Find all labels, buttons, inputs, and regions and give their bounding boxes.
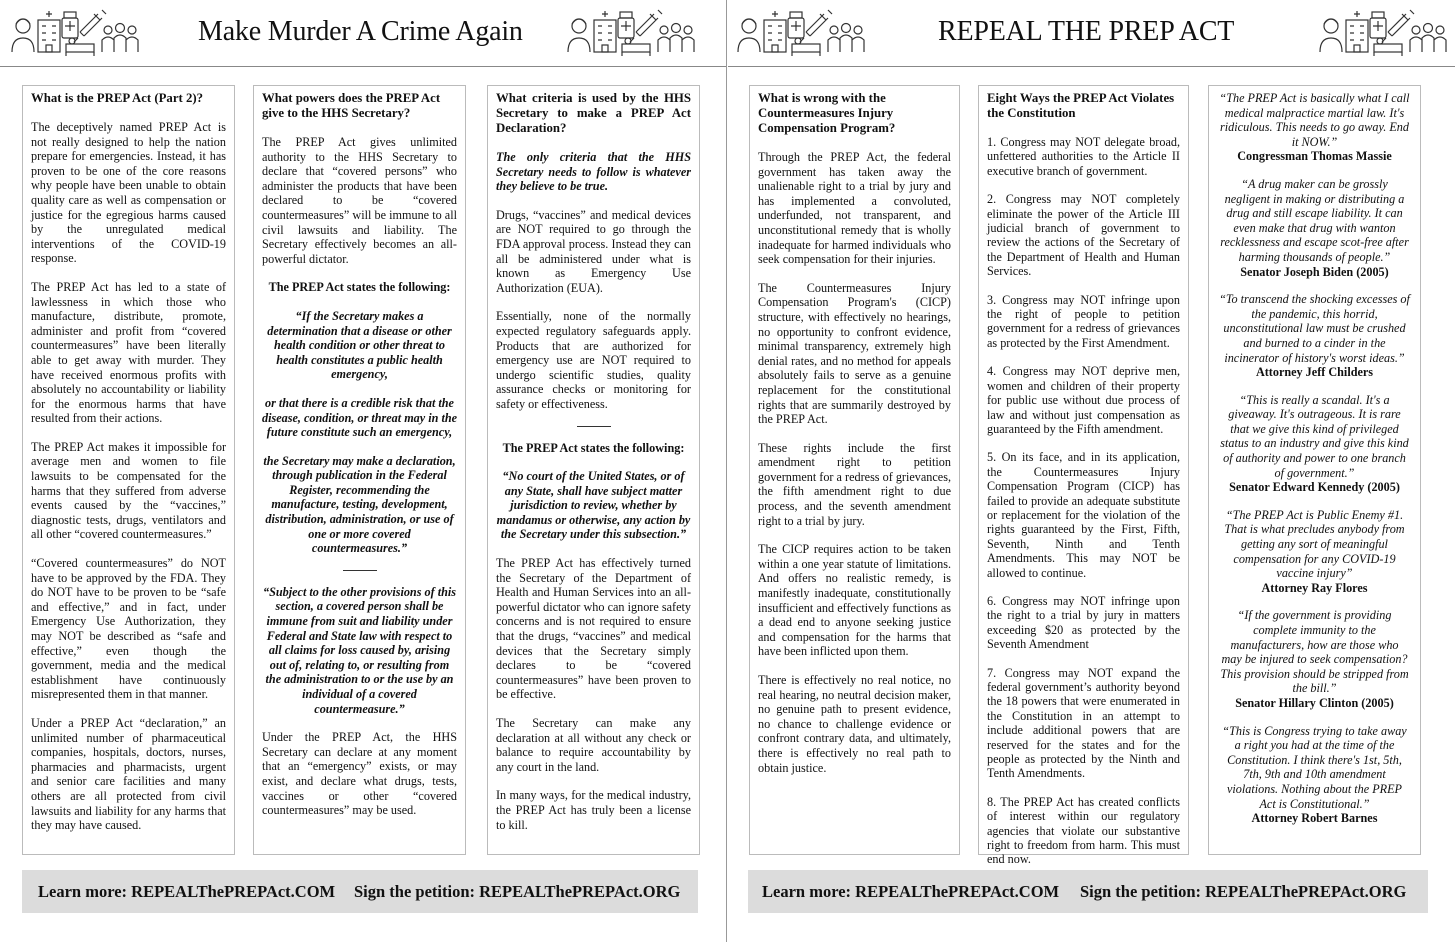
quote-author: Senator Hillary Clinton (2005): [1235, 695, 1394, 710]
medical-icons-right: [564, 6, 696, 58]
page-title: REPEAL THE PREP ACT: [938, 16, 1235, 47]
footer-banner: [748, 870, 1428, 913]
quote-author: Senator Edward Kennedy (2005): [1229, 480, 1400, 495]
quote-block: [1219, 724, 1410, 826]
column-hhs-powers: [253, 85, 466, 855]
left-page: [0, 0, 727, 942]
sign-petition-link[interactable]: Sign the petition: REPEALThePREPAct.ORG: [354, 882, 681, 901]
statute-quote: or that there is a credible risk that the disease, condition, or threat may in the future constitute such an emergency,: [262, 395, 458, 440]
paragraph: The PREP Act makes it impossible for average men and women to file lawsuits to be compensated for the harms that they suffered from adverse events caused by the “vaccines,” diagnostic tests, drugs, ventilators and all other “covered countermeasures.”: [31, 439, 226, 542]
subheading: The PREP Act states the following:: [502, 440, 685, 455]
quote-block: [1219, 177, 1410, 279]
quote-block: [1219, 292, 1410, 380]
right-page: [728, 0, 1455, 942]
column-heading: What is the PREP Act (Part 2)?: [31, 91, 204, 105]
left-header: [0, 0, 726, 67]
footer-banner: [22, 870, 698, 913]
paragraph: “Covered countermeasures” do NOT have to be approved by the FDA. They do NOT have to be proven to be “safe and effective,” and in fact, under Emergency Use Authorization, they may NOT be described as “safe and effective,” even though the government, media and the medical establishment have continuously misrepresented them in that manner.: [31, 556, 226, 702]
list-item: 3. Congress may NOT infringe upon the right of people to petition government for a redress of grievances as protected by the First Amendment.: [987, 292, 1180, 350]
list-item: 8. The PREP Act has created conflicts of interest within our regulatory agencies that violate our substantive right to freedom from harm. This must end now.: [987, 794, 1180, 867]
statute-quote: the Secretary may make a declaration, through publication in the Federal Register, recommending the manufacture, testing, development, distribution, administration, or use of one or more covered countermeasures.”: [263, 453, 456, 556]
paragraph: Essentially, none of the normally expected regulatory safeguards apply. Products that are authorized for emergency use are NOT required to undergo scientific studies, quality assurance checks or monitoring for safety or effectiveness.: [496, 309, 691, 411]
quote-block: [1219, 91, 1410, 164]
list-item: 4. Congress may NOT deprive men, women and children of their property for public use without due process of law and without just compensation as guaranteed by the Fifth amendment.: [987, 364, 1180, 436]
paragraph: The PREP Act has led to a state of lawlessness in which those who manufacture, distribute, promote, administer and profit from “covered countermeasures” have been literally able to get away with murder. They have received enormous profits with absolutely no accountability or liability for the enormous harms that have resulted from their actions.: [31, 279, 226, 426]
column-eight-ways: [978, 85, 1189, 867]
quote-text: “This is really a scandal. It's a giveaway. It's outrageous. It is rare that we give this kind of privileged status to an industry and give this kind of authority and power to one branch of government.”: [1220, 392, 1409, 480]
divider: [343, 570, 377, 571]
list-item: 1. Congress may NOT delegate broad, unfettered authorities to the Article II executive branch of government.: [987, 135, 1180, 178]
paragraph: There is effectively no real notice, no real hearing, no neutral decision maker, no genuine path to present evidence, no chance to challenge evidence or confront contrary data, and ultimately, there is effectively no real path to obtain justice.: [758, 673, 951, 775]
paragraph: The Secretary can make any declaration at all without any check or balance to require accountability by any court in the land.: [496, 716, 691, 774]
quote-block: [1219, 508, 1410, 596]
quote-text: “To transcend the shocking excesses of the pandemic, this horrid, unconstitutional law must be crushed and burned to a cinder in the incinerator of history's worst ideas.”: [1219, 292, 1410, 365]
quote-author: Attorney Ray Flores: [1261, 580, 1368, 595]
page-title: Make Murder A Crime Again: [198, 16, 523, 47]
list-item: 6. Congress may NOT infringe upon the right to a trial by jury in matters exceeding $20 as protected by the Seventh Amendment: [987, 593, 1180, 652]
column-hhs-criteria: [487, 85, 700, 855]
paragraph: Drugs, “vaccines” and medical devices are NOT required to go through the FDA approval process. Instead they can all be administered under what is known as Emergency Use Authorization (EUA).: [496, 207, 691, 295]
quote-text: “If the government is providing complete immunity to the manufacturers, how are those who may be injured to seek compensation? This provision should be stripped from the bill.”: [1220, 608, 1409, 696]
paragraph: Through the PREP Act, the federal government has taken away the unalienable right to a trial by jury and has implemented a convoluted, underfunded, not transparent, and unconstitutional remedy that is wholly inadequate for harmed individuals who seek compensation for their injuries.: [758, 150, 951, 267]
paragraph: The deceptively named PREP Act is not really designed to help the nation prepare for emergencies. Instead, it has proven to be one of the core reasons why people have been unable to obtain quality care as well as compensation or justice for the egregious harms caused by the unregulated medical interventions of the COVID-19 response.: [31, 120, 226, 266]
medical-icons-left: [734, 6, 866, 58]
quote-text: “The PREP Act is basically what I call medical malpractice martial law. It's ridiculous. This needs to go away. End it NOW.”: [1219, 91, 1410, 149]
column-heading: What criteria is used by the HHS Secretary to make a PREP Act Declaration?: [496, 91, 691, 135]
paragraph: These rights include the first amendment right to petition government for a redress of grievances, the fifth amendment right to due process, and the seventh amendment right to a trial by jury.: [758, 440, 951, 528]
learn-more-link[interactable]: Learn more: REPEALThePREPAct.COM: [762, 882, 1060, 901]
list-item: 7. Congress may NOT expand the federal government’s authority beyond the 18 powers that were enumerated in the Constitution in an attempt to include additional powers that are reserved for the states and for the people as protected by the Ninth and Tenth Amendments.: [987, 665, 1180, 781]
statute-quote: “If the Secretary makes a determination that a disease or other health condition or other threat to health constitutes a public health emergency,: [267, 308, 452, 382]
divider: [577, 426, 611, 427]
column-heading: Eight Ways the PREP Act Violates the Constitution: [987, 91, 1175, 120]
sign-petition-link[interactable]: Sign the petition: REPEALThePREPAct.ORG: [1080, 882, 1407, 901]
paragraph: The PREP Act gives unlimited authority to the HHS Secretary to declare that “covered persons” who administer the products that have been declared to be “covered countermeasures” will be immune to all civil lawsuits and liability. The Secretary effectively becomes an all-powerful dictator.: [262, 135, 457, 266]
column-what-is-prep-act: [22, 85, 235, 855]
paragraph: The PREP Act has effectively turned the Secretary of the Department of Health and Human Services into an all-powerful dictator who can ignore safety concerns and is not required to ensure that the drugs, “vaccines” and medical devices that the Secretary simply declares to be “covered countermeasures” have been proven to be effective.: [496, 556, 691, 702]
paragraph: The CICP requires action to be taken within a one year statute of limitations. And offers no realistic remedy, is manifestly inadequate, constitutionally insufficient and effectively functions as a dead end to anyone seeking justice and compensation for the harms that have been inflicted upon them.: [758, 542, 951, 659]
quote-block: [1219, 608, 1410, 710]
medical-icons-left: [8, 6, 140, 58]
statute-quote: “Subject to the other provisions of this section, a covered person shall be immune from suit and liability under Federal and State law with respect to all claims for loss caused by, arising out of, relating to, or resulting from the administration to or the use by an individual of a covered countermeasure.”: [263, 584, 456, 716]
column-quotes: [1208, 85, 1421, 855]
right-header: [728, 0, 1455, 67]
quote-author: Attorney Robert Barnes: [1251, 811, 1378, 826]
list-item: 2. Congress may NOT completely eliminate the power of the Article III judicial branch of government to review the actions of the Secretary of the Department of Health and Human Services.: [987, 192, 1180, 279]
column-heading: What is wrong with the Countermeasures Injury Compensation Program?: [758, 91, 896, 135]
medical-icons-right: [1316, 6, 1448, 58]
quote-text: “A drug maker can be grossly negligent in making or distributing a drug and still escape liability. It can even make that drug with wanton recklessness and escape scot-free after harming thousands of people.”: [1220, 176, 1409, 264]
quote-block: [1219, 393, 1410, 495]
column-heading: What powers does the PREP Act give to the HHS Secretary?: [262, 91, 441, 120]
list-item: 5. On its face, and in its application, the Countermeasures Injury Compensation Program (CICP) has failed to provide an adequate substitute or replacement for the violation of the rights guaranteed by the First, Fifth, Seventh, Ninth and Tenth Amendments. This may NOT be allowed to continue.: [987, 450, 1180, 580]
quote-text: “This is Congress trying to take away a right you had at the time of the Constitution. I think there's 1st, 5th, 7th, 9th and 10th amendment violations. Nothing about the PREP Act is Constitutional.”: [1222, 723, 1407, 811]
subheading: The PREP Act states the following:: [268, 280, 451, 295]
paragraph: Under a PREP Act “declaration,” an unlimited number of pharmaceutical companies, hospitals, doctors, nurses, pharmacies and pharmacists, urgent and senior care facilities and many others are all protected from civil lawsuits and liability for any harms that they may have caused.: [31, 715, 226, 833]
quote-author: Congressman Thomas Massie: [1237, 149, 1392, 164]
paragraph: Under the PREP Act, the HHS Secretary can declare at any moment that an “emergency” exists, or may exist, and declare what drugs, tests, vaccines or other “covered countermeasures” may be used.: [262, 730, 457, 818]
quote-author: Senator Joseph Biden (2005): [1240, 264, 1389, 279]
quote-text: “The PREP Act is Public Enemy #1. That is what precludes anybody from getting any sort of meaningful compensation for any COVID-19 vaccine injury”: [1224, 507, 1405, 581]
statute-quote: “No court of the United States, or of any State, shall have subject matter jurisdiction to review, whether by mandamus or otherwise, any action by the Secretary under this subsection.”: [496, 469, 691, 542]
paragraph: The Countermeasures Injury Compensation Program's (CICP) structure, with effectively no hearings, no opportunity to confront evidence, minimal transparency, extremely high denial rates, and no method for appeals absolutely fails to serve as a genuine replacement for the constitutional rights that are summarily destroyed by the PREP Act.: [758, 280, 951, 427]
lead-statement: The only criteria that the HHS Secretary needs to follow is whatever they believe to be true.: [496, 150, 691, 194]
paragraph: In many ways, for the medical industry, the PREP Act has truly been a license to kill.: [496, 788, 691, 832]
quote-author: Attorney Jeff Childers: [1255, 365, 1374, 380]
column-cicp: [749, 85, 960, 855]
learn-more-link[interactable]: Learn more: REPEALThePREPAct.COM: [38, 882, 336, 901]
